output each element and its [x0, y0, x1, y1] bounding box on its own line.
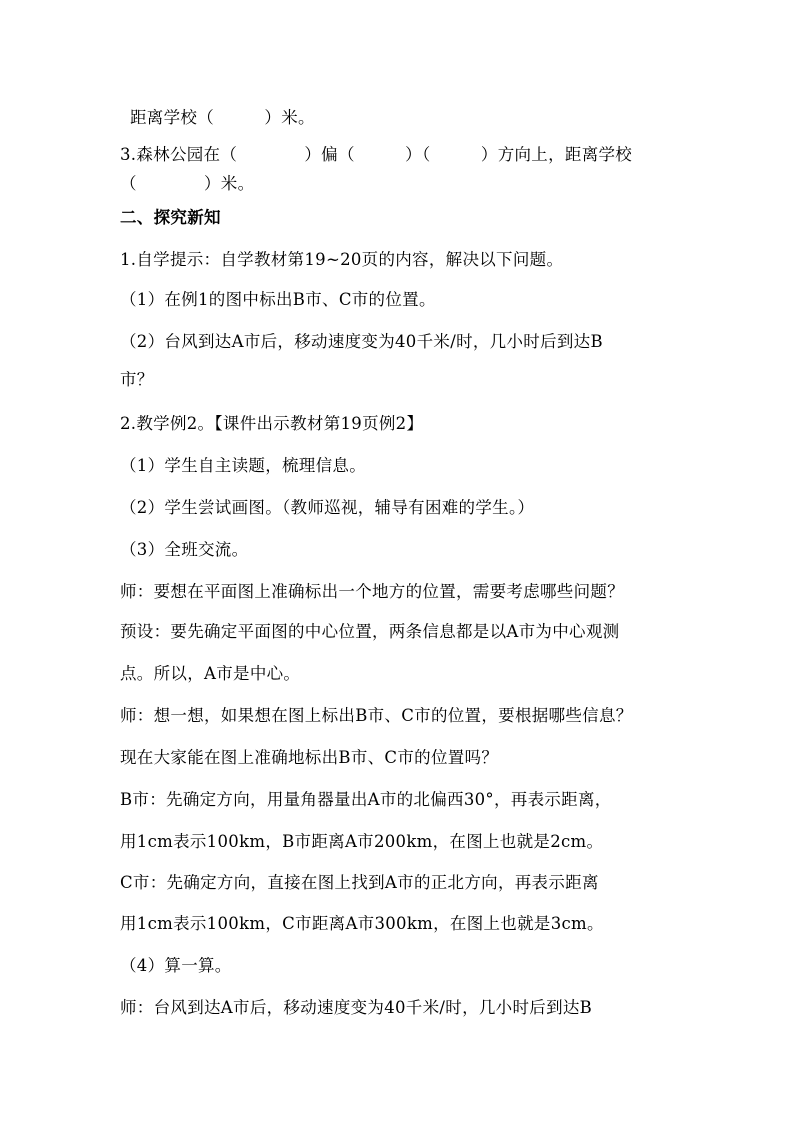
text-line: 师：要想在平面图上准确标出一个地方的位置，需要考虑哪些问题？ — [120, 582, 624, 601]
text-line: （1）学生自主读题，梳理信息。 — [120, 456, 366, 475]
text-line: （ ）米。 — [120, 174, 255, 193]
text-line: （1）在例1的图中标出B市、C市的位置。 — [120, 290, 436, 309]
text-line: （3）全班交流。 — [120, 540, 249, 559]
text-line: 用1cm表示100km，B市距离A市200km，在图上也就是2cm。 — [120, 832, 604, 851]
text-line: 师：想一想，如果想在图上标出B市、C市的位置，要根据哪些信息？ — [120, 706, 633, 725]
text-line: 距离学校（ ）米。 — [130, 108, 315, 127]
text-line: 点。所以，A市是中心。 — [120, 664, 301, 683]
text-line: 用1cm表示100km，C市距离A市300km，在图上也就是3cm。 — [120, 914, 604, 933]
text-line: （2）学生尝试画图。（教师巡视，辅导有困难的学生。） — [120, 498, 535, 517]
text-line: 市？ — [120, 370, 154, 389]
text-line: 师：台风到达A市后，移动速度变为40千米/时，几小时后到达B — [120, 998, 593, 1017]
text-line: 2.教学例2。【课件出示教材第19页例2】 — [120, 414, 424, 433]
text-line: （2）台风到达A市后，移动速度变为40千米/时，几小时后到达B — [120, 332, 603, 351]
section-heading: 二、探究新知 — [120, 208, 221, 227]
text-line: B市：先确定方向，用量角器量出A市的北偏西30°，再表示距离， — [120, 790, 612, 809]
text-line: C市：先确定方向，直接在图上找到A市的正北方向，再表示距离 — [120, 873, 599, 892]
text-line: 1.自学提示：自学教材第19~20页的内容，解决以下问题。 — [120, 250, 564, 269]
text-line: 预设：要先确定平面图的中心位置，两条信息都是以A市为中心观测 — [120, 622, 620, 641]
text-line: 现在大家能在图上准确地标出B市、C市的位置吗？ — [120, 748, 499, 767]
text-line: 3.森林公园在（ ）偏（ ）（ ）方向上，距离学校 — [120, 145, 633, 164]
text-line: （4）算一算。 — [120, 956, 232, 975]
